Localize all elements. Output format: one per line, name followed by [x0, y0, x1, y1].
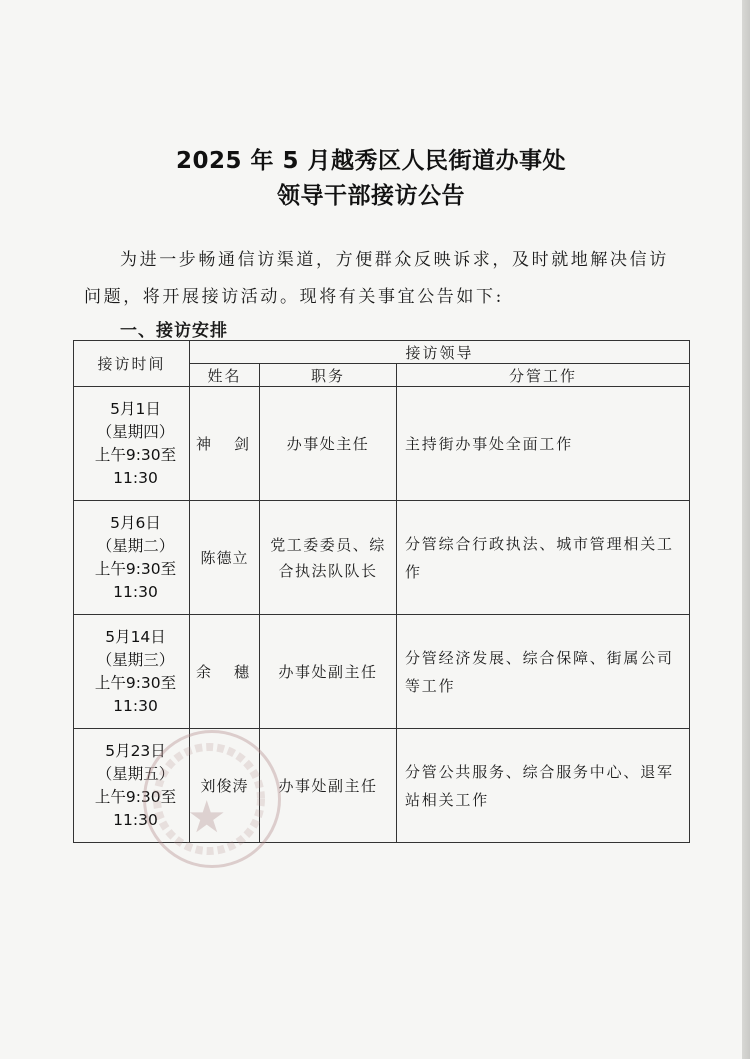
- document-title-line2: 领导干部接访公告: [277, 183, 465, 209]
- table-row: [74, 501, 690, 615]
- leader-position: 办事处主任: [260, 387, 397, 501]
- leader-position: 党工委委员、综合执法队队长: [260, 501, 397, 615]
- date-text: 5月14日: [105, 627, 166, 646]
- seal-star-icon: ★: [187, 792, 227, 843]
- weekday-text: （星期三）: [96, 650, 175, 669]
- table-row: [74, 387, 690, 501]
- intro-paragraph: 为进一步畅通信访渠道，方便群众反映诉求，及时就地解决信访问题，将开展接访活动。现将有关事宜公告如下:: [84, 250, 669, 307]
- weekday-text: （星期五）: [96, 764, 175, 783]
- leader-name: 陈德立: [190, 501, 260, 615]
- table-row: [74, 615, 690, 729]
- time-end-text: 11:30: [113, 810, 158, 829]
- reception-time-cell: [74, 615, 190, 729]
- header-reception-leader: 接访领导: [190, 341, 690, 364]
- section-heading-arrangement: 一、接访安排: [120, 321, 228, 341]
- header-name: 姓名: [190, 364, 260, 387]
- time-end-text: 11:30: [113, 468, 158, 487]
- document-title-line1: 2025 年 5 月越秀区人民街道办事处: [175, 148, 567, 174]
- leader-name: 余 穗: [190, 615, 260, 729]
- date-text: 5月1日: [110, 399, 161, 418]
- leader-duty: 分管综合行政执法、城市管理相关工作: [397, 501, 690, 615]
- leader-position: 办事处副主任: [260, 615, 397, 729]
- leader-duty: 分管公共服务、综合服务中心、退军站相关工作: [397, 729, 690, 843]
- time-start-text: 上午9:30至: [94, 673, 177, 692]
- leader-name: 刘俊涛: [190, 729, 260, 843]
- reception-time-cell: [74, 387, 190, 501]
- page-edge: [742, 0, 750, 1059]
- leader-duty: 分管经济发展、综合保障、街属公司等工作: [397, 615, 690, 729]
- time-end-text: 11:30: [113, 696, 158, 715]
- header-reception-time: 接访时间: [74, 341, 190, 387]
- header-position: 职务: [260, 364, 397, 387]
- leader-name: 神 剑: [190, 387, 260, 501]
- leader-duty: 主持街办事处全面工作: [397, 387, 690, 501]
- leader-position: 办事处副主任: [260, 729, 397, 843]
- weekday-text: （星期二）: [96, 536, 175, 555]
- reception-time-cell: [74, 729, 190, 843]
- time-end-text: 11:30: [113, 582, 158, 601]
- weekday-text: （星期四）: [96, 422, 175, 441]
- time-start-text: 上午9:30至: [94, 787, 177, 806]
- table-row: [74, 729, 690, 843]
- reception-time-cell: [74, 501, 190, 615]
- reception-schedule-table: [73, 340, 690, 843]
- time-start-text: 上午9:30至: [94, 559, 177, 578]
- header-duty: 分管工作: [397, 364, 690, 387]
- date-text: 5月23日: [105, 741, 166, 760]
- time-start-text: 上午9:30至: [94, 445, 177, 464]
- date-text: 5月6日: [110, 513, 161, 532]
